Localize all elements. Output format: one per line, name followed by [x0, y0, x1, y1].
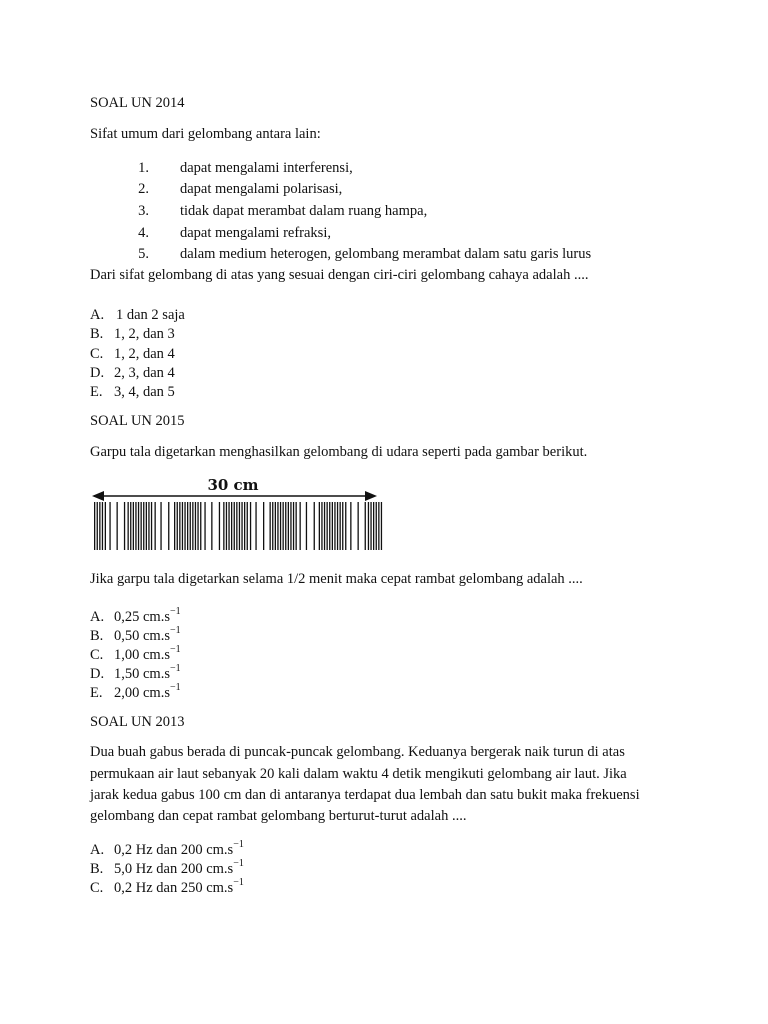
wave-bar: [130, 502, 131, 550]
wave-bar: [190, 502, 191, 550]
wave-bar: [314, 502, 315, 550]
wave-bar: [200, 502, 201, 550]
wave-bar: [342, 502, 343, 550]
wave-bar: [300, 502, 301, 550]
wave-bar: [177, 502, 178, 550]
wave-bar: [151, 502, 152, 550]
wave-bar: [109, 502, 110, 550]
wave-bar: [99, 502, 100, 550]
wave-bar: [184, 502, 185, 550]
compression-bars: [94, 502, 382, 550]
q2-question: Jika garpu tala digetarkan selama 1/2 menit maka cepat rambat gelombang adalah ....: [90, 571, 583, 587]
wave-bar: [255, 502, 256, 550]
wave-bar: [365, 502, 366, 550]
wave-bar: [373, 502, 374, 550]
wave-bar: [211, 502, 212, 550]
wave-bar: [146, 502, 147, 550]
wave-bar: [296, 502, 297, 550]
wave-bar: [381, 502, 382, 550]
q3-paragraph-line: permukaan air laut sebanyak 20 kali dalam waktu 4 detik mengikuti gelombang air laut. Jika: [90, 766, 627, 782]
arrow-right-icon: [365, 491, 377, 501]
wave-bar: [234, 502, 235, 550]
wave-bar: [244, 502, 245, 550]
wave-bar: [102, 502, 103, 550]
wave-bar: [332, 502, 333, 550]
wave-bar: [378, 502, 379, 550]
wave-bar: [329, 502, 330, 550]
wave-bar: [105, 502, 106, 550]
wave-bar: [321, 502, 322, 550]
wave-bar: [179, 502, 180, 550]
q2-intro: Garpu tala digetarkan menghasilkan gelombang di udara seperti pada gambar berikut.: [90, 444, 588, 460]
wave-bar: [334, 502, 335, 550]
wave-bar: [288, 502, 289, 550]
wave-bar: [236, 502, 237, 550]
wave-bar: [358, 502, 359, 550]
wave-bar: [117, 502, 118, 550]
q3-heading: SOAL UN 2013: [90, 714, 185, 730]
wave-bar: [280, 502, 281, 550]
wave-bar: [324, 502, 325, 550]
q3-paragraph-line: gelombang dan cepat rambat gelombang berturut-turut adalah ....: [90, 808, 467, 824]
wave-bar: [155, 502, 156, 550]
wave-bar: [272, 502, 273, 550]
wave-bar: [160, 502, 161, 550]
q1-question: Dari sifat gelombang di atas yang sesuai dengan ciri-ciri gelombang cahaya adalah ....: [90, 267, 589, 283]
q2-heading: SOAL UN 2015: [90, 413, 185, 429]
wave-bar: [141, 502, 142, 550]
wave-bar: [148, 502, 149, 550]
document-page: SOAL UN 2014 Sifat umum dari gelombang antara lain: 1. dapat mengalami interferensi, 2. dapat mengalami polarisasi, 3. tidak dapat merambat dalam ruang hampa, 4. dapat mengalami refraksi, 5. dalam medium heterogen, gelombang merambat dalam satu garis lurus Dari sifat gelombang di atas yang sesuai dengan ciri-ciri gelombang cahaya adalah .... A. 1 dan 2 saja B. 1, 2, dan 3 C. 1, 2, dan 4 D. 2, 3, dan 4 E. 3, 4, dan 5 SOAL UN 2015 Garpu tala digetarkan menghasilkan gelombang di udara seperti pada gambar berikut. 30 cm Jika garpu tala digetarkan selama 1/2 menit maka cepat rambat gelombang adalah .... A. 0,25 $cm.s^{-1}$ B. 0,50 $cm.s^{-1}$ C. 1,00 $cm.s^{-1}$ D. 1,50 $cm.s^{-1}$ E. 2,00 $cm.s^{-1}$ SOAL UN 2013 Dua buah gabus berada di puncak-puncak gelombang. Keduanya bergerak naik turun di atas permukaan air laut sebanyak 20 kali dalam waktu 4 detik mengikuti gelombang air laut. Jika jarak kedua gabus 100 cm dan di antaranya terdapat dua lembah dan satu bukit maka frekuensi gelombang dan cepat rambat gelombang berturut-turut adalah .... A. 0,2 Hz dan 200 $cm.s^{-1}$ B. 5,0 Hz dan 200 $cm.s^{-1}$ C. 0,2 Hz dan 250 $cm.s^{-1}$: [90, 95, 640, 896]
wave-bar: [219, 502, 220, 550]
wave-bar: [197, 502, 198, 550]
wave-bar: [345, 502, 346, 550]
wave-bar: [195, 502, 196, 550]
wave-bar: [250, 502, 251, 550]
figure-label: 30 cm: [207, 476, 259, 494]
sound-wave-figure: [88, 472, 388, 554]
wave-bar: [124, 502, 125, 550]
wave-bar: [182, 502, 183, 550]
wave-bar: [327, 502, 328, 550]
wave-bar: [319, 502, 320, 550]
wave-bar: [368, 502, 369, 550]
wave-bar: [376, 502, 377, 550]
wave-bar: [231, 502, 232, 550]
wave-bar: [241, 502, 242, 550]
wave-bar: [337, 502, 338, 550]
q3-paragraph-line: Dua buah gabus berada di puncak-puncak gelombang. Keduanya bergerak naik turun di atas: [90, 744, 625, 760]
wave-bar: [94, 502, 95, 550]
wave-bar: [174, 502, 175, 550]
wave-bar: [277, 502, 278, 550]
wave-bar: [275, 502, 276, 550]
wave-bar: [370, 502, 371, 550]
wave-bar: [223, 502, 224, 550]
wave-bar: [285, 502, 286, 550]
q1-intro: Sifat umum dari gelombang antara lain:: [90, 126, 321, 142]
wave-bar: [350, 502, 351, 550]
wave-bar: [283, 502, 284, 550]
wave-bar: [247, 502, 248, 550]
wave-bar: [290, 502, 291, 550]
wave-bar: [187, 502, 188, 550]
arrow-left-icon: [92, 491, 104, 501]
wave-bar: [226, 502, 227, 550]
wave-bar: [138, 502, 139, 550]
wave-bar: [128, 502, 129, 550]
wave-bar: [340, 502, 341, 550]
wave-bar: [306, 502, 307, 550]
wave-bar: [239, 502, 240, 550]
wave-bar: [143, 502, 144, 550]
wave-bar: [263, 502, 264, 550]
wave-bar: [228, 502, 229, 550]
wave-bar: [192, 502, 193, 550]
wave-bar: [270, 502, 271, 550]
wave-bar: [293, 502, 294, 550]
wave-bar: [135, 502, 136, 550]
wave-bar: [168, 502, 169, 550]
q3-paragraph-line: jarak kedua gabus 100 cm dan di antaranya terdapat dua lembah dan satu bukit maka frekuensi: [90, 787, 640, 803]
q1-heading: SOAL UN 2014: [90, 95, 185, 111]
wave-bar: [97, 502, 98, 550]
wave-bar: [204, 502, 205, 550]
wave-bar: [133, 502, 134, 550]
